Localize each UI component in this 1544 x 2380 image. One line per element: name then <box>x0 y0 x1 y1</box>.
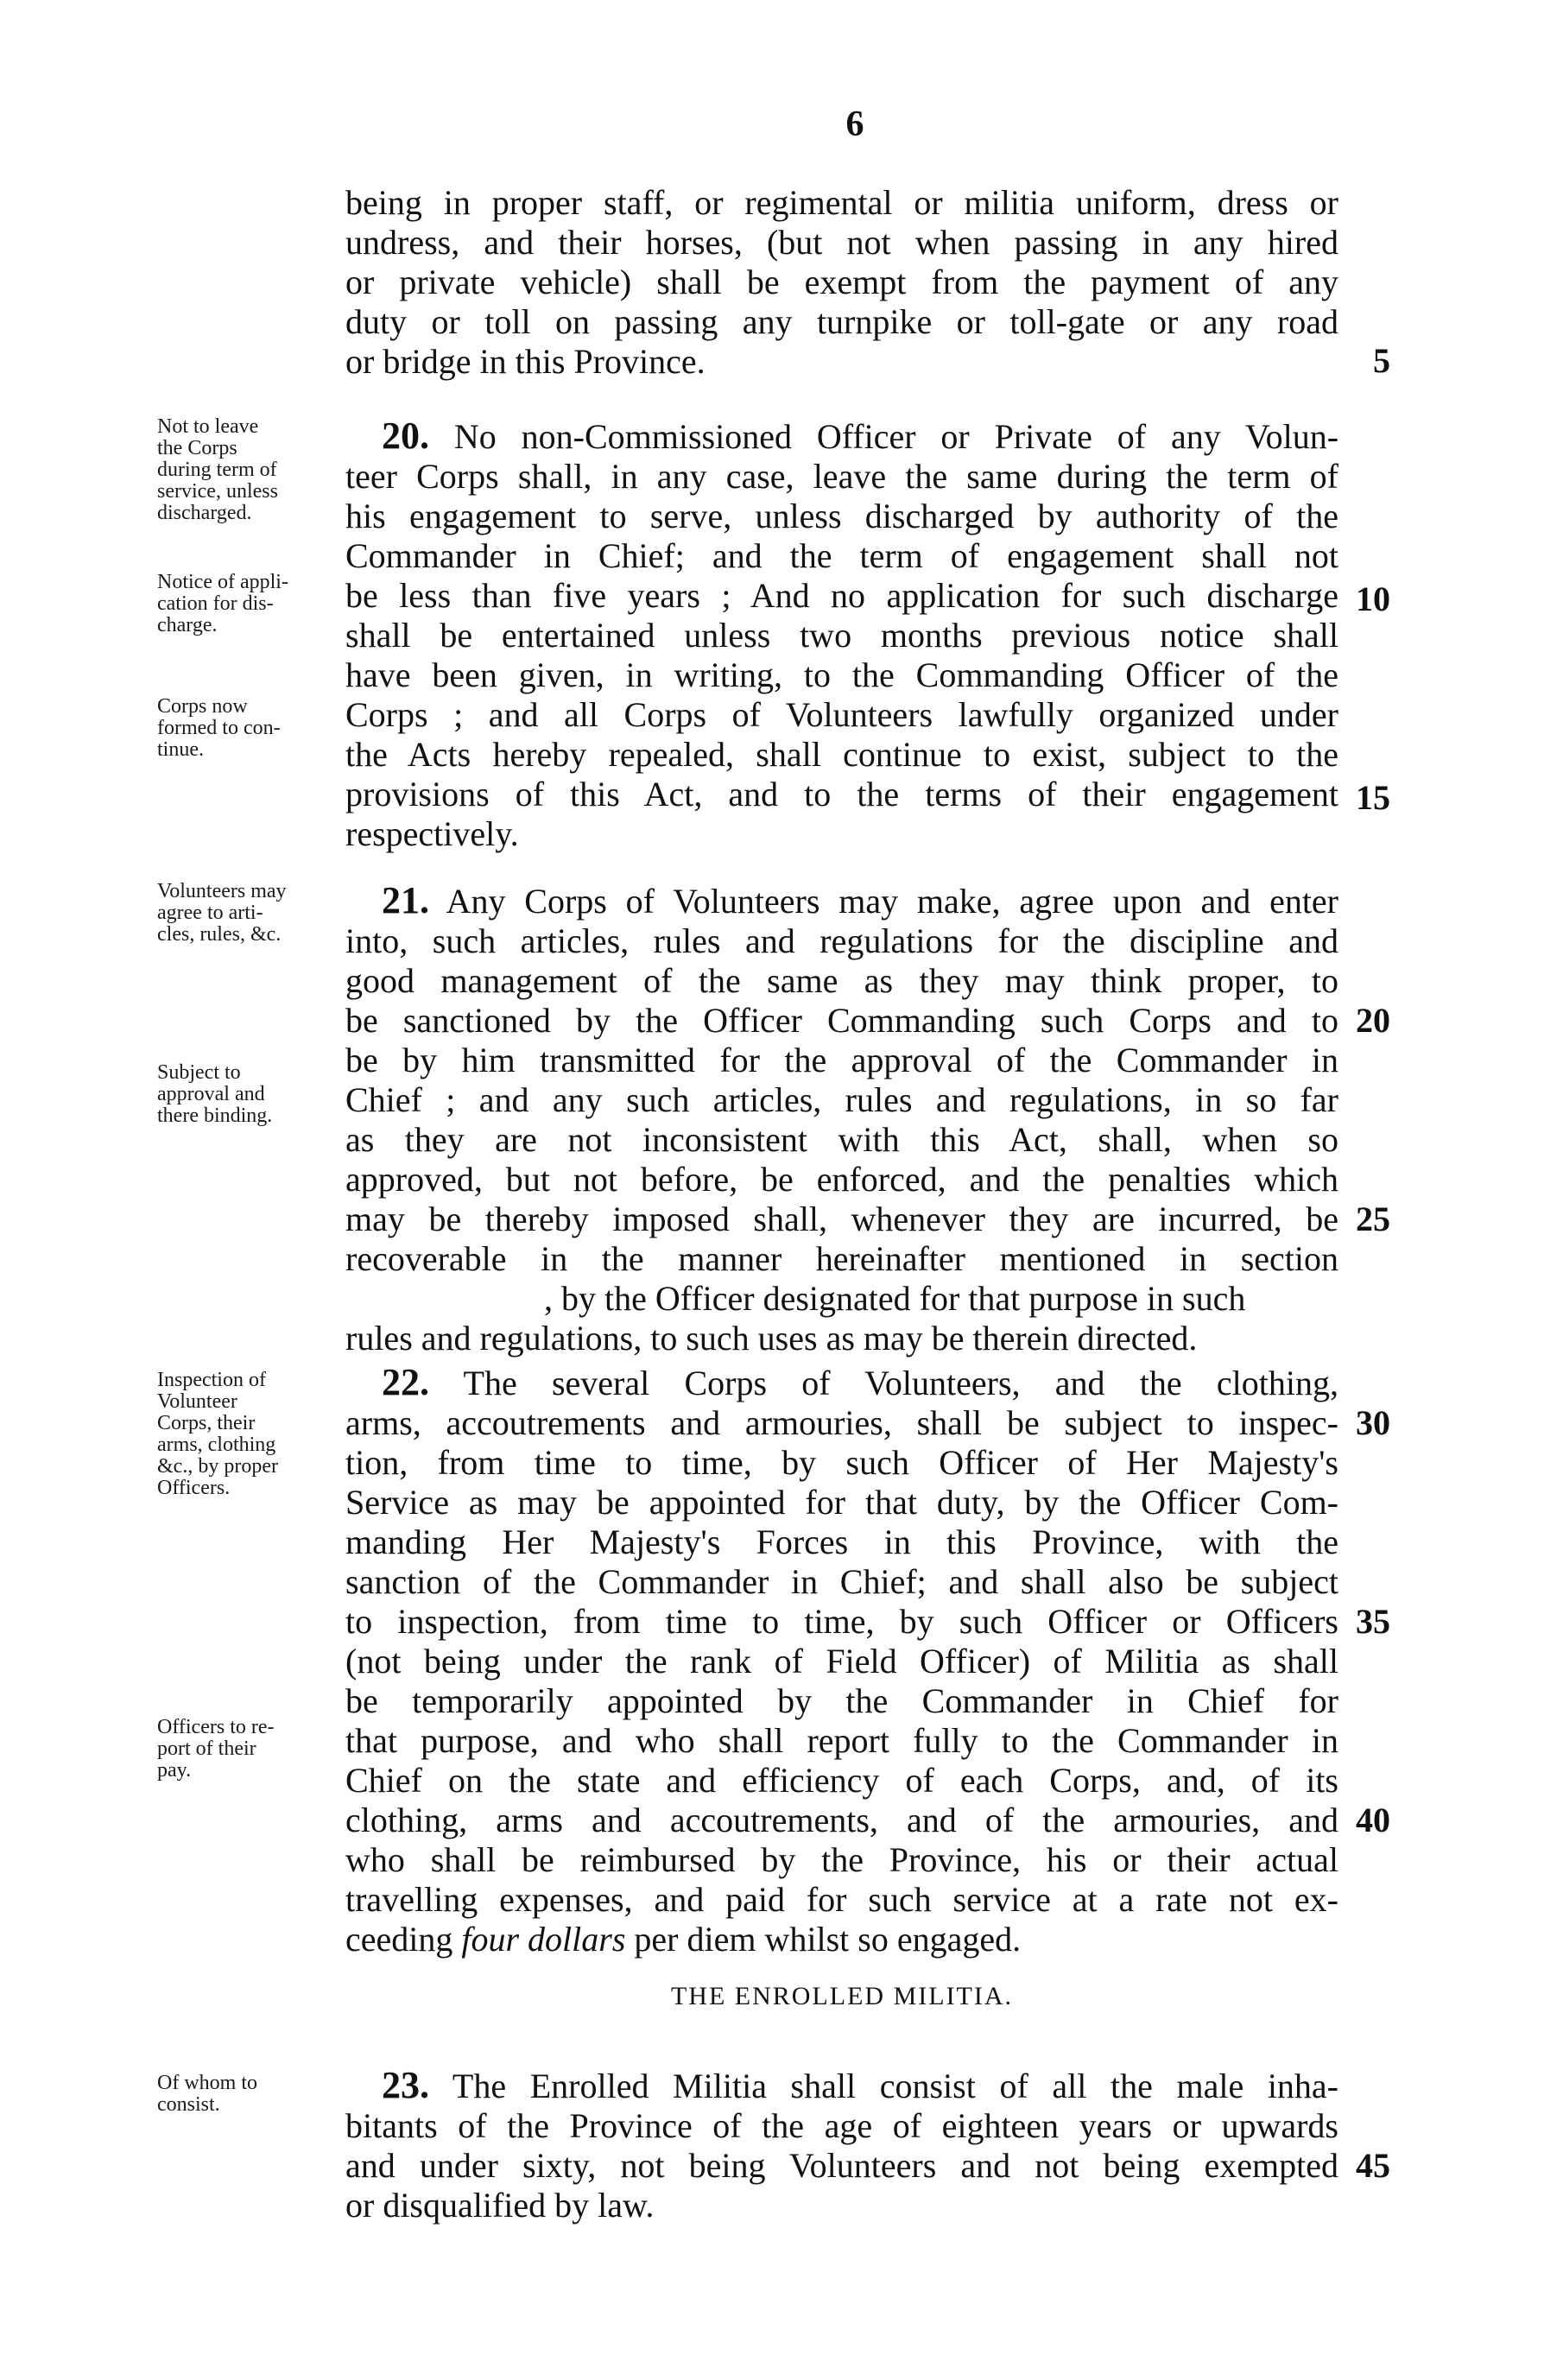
text-line: as they are not inconsistent with this Act, shall, when so <box>345 1120 1338 1159</box>
text-line: respectively. <box>345 814 519 853</box>
text-line: bitants of the Province of the age of eighteen years or upwards <box>345 2106 1338 2145</box>
text-line: shall be entertained unless two months previous notice shall <box>345 616 1338 655</box>
line-number: 35 <box>1356 1602 1390 1641</box>
note-line: Inspection of <box>157 1369 266 1391</box>
text-line: approved, but not before, be enforced, and the penalties which <box>345 1160 1338 1199</box>
text-line: or disqualified by law. <box>345 2186 655 2225</box>
text-fragment: per diem whilst so engaged. <box>625 1920 1022 1959</box>
text-line: undress, and their horses, (but not when passing in any hired <box>345 223 1338 262</box>
text-line: tion, from time to time, by such Officer of Her Majesty's <box>345 1443 1338 1482</box>
line-number: 15 <box>1356 778 1390 817</box>
section-21 <box>345 881 1338 1358</box>
section-23 <box>345 2066 1338 2225</box>
note-line: discharged. <box>157 502 252 524</box>
margin-note <box>157 2073 321 2116</box>
text-line: Chief on the state and efficiency of each Corps, and, of its <box>345 1761 1338 1800</box>
margin-note <box>157 572 321 636</box>
note-line: formed to con- <box>157 717 281 739</box>
text-line: and under sixty, not being Volunteers and not being exempted <box>345 2146 1338 2185</box>
note-line: service, unless <box>157 480 278 503</box>
text-line: arms, accoutrements and armouries, shall be subject to inspec- <box>345 1403 1338 1442</box>
note-line: cation for dis- <box>157 592 274 615</box>
section-number: 23. <box>382 2064 429 2106</box>
note-line: Officers. <box>157 1477 231 1499</box>
text-line: rules and regulations, to such uses as may be therein directed. <box>345 1319 1198 1358</box>
text-line: have been given, in writing, to the Commanding Officer of the <box>345 655 1338 694</box>
text-line: Corps ; and all Corps of Volunteers lawfully organized under <box>345 695 1338 734</box>
note-line: Corps, their <box>157 1412 256 1434</box>
paragraph-intro <box>345 183 1338 382</box>
text-line <box>345 2066 1338 2106</box>
text-line: manding Her Majesty's Forces in this Province, with the <box>345 1522 1338 1561</box>
margin-note <box>157 416 321 524</box>
text-line: or private vehicle) shall be exempt from the payment of any <box>345 263 1338 301</box>
line-number: 40 <box>1356 1801 1390 1839</box>
text-line: Service as may be appointed for that duty, by the Officer Com- <box>345 1483 1338 1522</box>
note-line: charge. <box>157 614 218 636</box>
section-number: 20. <box>382 415 429 457</box>
line-number: 10 <box>1356 579 1390 618</box>
page-number: 6 <box>845 104 864 144</box>
text-line: , by the Officer designated for that purpose in such <box>544 1279 1246 1318</box>
note-line: consist. <box>157 2093 220 2116</box>
text-line <box>345 416 1338 457</box>
section-20 <box>345 416 1338 854</box>
text-line <box>345 1363 1338 1403</box>
text-line: his engagement to serve, unless discharged by authority of the <box>345 497 1338 535</box>
note-line: there binding. <box>157 1105 273 1127</box>
text-line: who shall be reimbursed by the Province, his or their actual <box>345 1840 1338 1879</box>
text-line: or bridge in this Province. <box>345 342 706 381</box>
note-line: Subject to <box>157 1061 241 1084</box>
section-first-line: Any Corps of Volunteers may make, agree upon and enter <box>446 882 1339 921</box>
note-line: Of whom to <box>157 2072 257 2094</box>
note-line: agree to arti- <box>157 902 263 924</box>
text-fragment: ceeding <box>345 1920 462 1959</box>
note-line: Volunteer <box>157 1390 237 1413</box>
note-line: Officers to re- <box>157 1716 275 1738</box>
text-line: good management of the same as they may think proper, to <box>345 961 1338 1000</box>
section-heading: THE ENROLLED MILITIA. <box>670 1982 1014 2010</box>
note-line: Corps now <box>157 695 248 718</box>
text-line: teer Corps shall, in any case, leave the same during the term of <box>345 457 1338 496</box>
section-first-line: The several Corps of Volunteers, and the clothing, <box>463 1364 1338 1402</box>
note-line: cles, rules, &c. <box>157 923 282 946</box>
section-first-line: No non-Commissioned Officer or Private of any Volun- <box>453 417 1339 456</box>
text-line: sanction of the Commander in Chief; and shall also be subject <box>345 1562 1338 1601</box>
margin-note <box>157 1370 321 1499</box>
note-line: port of their <box>157 1738 256 1760</box>
emphasis-text: four dollars <box>461 1920 626 1959</box>
text-line: duty or toll on passing any turnpike or toll-gate or any road <box>345 302 1338 341</box>
text-line: be by him transmitted for the approval of the Commander in <box>345 1041 1338 1079</box>
note-line: the Corps <box>157 437 237 459</box>
text-line <box>345 881 1338 921</box>
text-line: Chief ; and any such articles, rules and regulations, in so far <box>345 1080 1338 1119</box>
section-number: 21. <box>382 879 429 921</box>
line-number: 25 <box>1356 1199 1390 1238</box>
margin-note <box>157 696 321 761</box>
text-line: may be thereby imposed shall, whenever they are incurred, be <box>345 1199 1338 1238</box>
text-line: that purpose, and who shall report fully to the Commander in <box>345 1721 1338 1760</box>
note-line: pay. <box>157 1759 192 1782</box>
margin-note <box>157 881 321 946</box>
note-line: Volunteers may <box>157 880 287 902</box>
note-line: tinue. <box>157 738 204 761</box>
text-line: clothing, arms and accoutrements, and of the armouries, and <box>345 1801 1338 1839</box>
text-line: into, such articles, rules and regulations for the discipline and <box>345 921 1338 960</box>
note-line: &c., by proper <box>157 1455 278 1478</box>
section-first-line: The Enrolled Militia shall consist of all the male inha- <box>452 2067 1339 2105</box>
line-number: 20 <box>1356 1001 1390 1040</box>
text-line: Commander in Chief; and the term of engagement shall not <box>345 536 1338 575</box>
section-number: 22. <box>382 1361 429 1403</box>
margin-note <box>157 1062 321 1127</box>
section-22 <box>345 1363 1338 1959</box>
text-line: (not being under the rank of Field Officer) of Militia as shall <box>345 1642 1338 1681</box>
text-line: being in proper staff, or regimental or militia uniform, dress or <box>345 183 1338 222</box>
text-line: be less than five years ; And no application for such discharge <box>345 576 1338 615</box>
text-line: the Acts hereby repealed, shall continue to exist, subject to the <box>345 735 1338 774</box>
line-number: 45 <box>1356 2146 1390 2185</box>
line-number: 30 <box>1356 1403 1390 1442</box>
margin-note <box>157 1717 321 1782</box>
note-line: during term of <box>157 459 277 481</box>
text-line: provisions of this Act, and to the terms of their engagement <box>345 775 1338 813</box>
note-line: approval and <box>157 1083 265 1105</box>
note-line: Notice of appli- <box>157 571 288 593</box>
note-line: arms, clothing <box>157 1434 276 1456</box>
text-line: to inspection, from time to time, by such Officer or Officers <box>345 1602 1338 1641</box>
text-line: recoverable in the manner hereinafter mentioned in section <box>345 1239 1338 1278</box>
text-line: be temporarily appointed by the Commander in Chief for <box>345 1681 1338 1720</box>
line-number: 5 <box>1373 341 1390 380</box>
text-line: travelling expenses, and paid for such service at a rate not ex- <box>345 1880 1338 1919</box>
text-line: be sanctioned by the Officer Commanding such Corps and to <box>345 1001 1338 1040</box>
text-line <box>345 1920 1338 1959</box>
note-line: Not to leave <box>157 415 259 438</box>
